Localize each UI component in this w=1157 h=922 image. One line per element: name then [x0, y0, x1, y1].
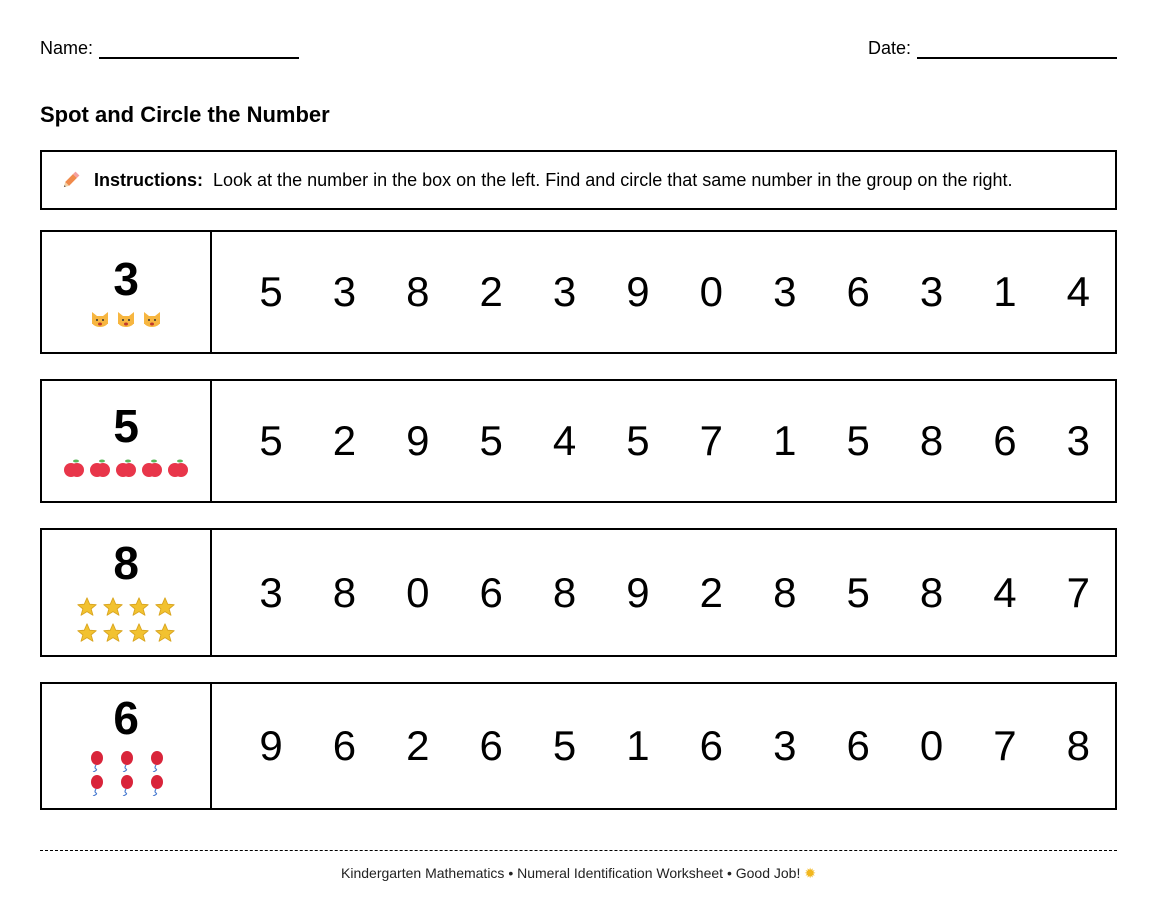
header-row — [40, 38, 1117, 62]
digit-group — [212, 684, 1115, 808]
cat-face-icon — [142, 310, 162, 328]
star-icon — [102, 622, 124, 644]
digit-choice[interactable]: 5 — [626, 417, 650, 464]
digit-choice[interactable]: 0 — [919, 722, 944, 769]
balloon-icon — [87, 750, 105, 772]
page-title: Spot and Circle the Number — [40, 102, 330, 127]
digit-choice[interactable]: 5 — [846, 417, 870, 464]
star-icon — [154, 622, 176, 644]
counter-group — [56, 457, 196, 479]
digit-group — [212, 530, 1115, 655]
digit-choice[interactable]: 3 — [332, 268, 357, 315]
digit-choice[interactable]: 3 — [773, 722, 797, 769]
digit-choice[interactable]: 5 — [552, 722, 577, 769]
digit-choice[interactable]: 0 — [699, 268, 724, 315]
digit-choice[interactable]: 6 — [993, 417, 1017, 464]
target-number: 5 — [113, 400, 139, 452]
instructions-text: Look at the number in the box on the left. Find and circle that same number in the group on the right. — [213, 169, 1013, 190]
footer-divider — [40, 850, 1117, 851]
target-box — [42, 381, 212, 501]
digit-choice[interactable]: 9 — [626, 568, 650, 616]
digit-choice[interactable]: 7 — [699, 417, 724, 464]
balloon-icon — [147, 774, 165, 796]
star-icon — [154, 596, 176, 618]
cat-face-icon — [116, 310, 136, 328]
date-field[interactable] — [868, 38, 1117, 59]
digit-choice[interactable]: 6 — [846, 268, 870, 315]
digit-choice[interactable]: 1 — [626, 722, 650, 769]
star-icon — [128, 596, 150, 618]
digit-group — [212, 232, 1115, 352]
worksheet-row — [40, 528, 1117, 657]
digit-choice[interactable]: 3 — [259, 568, 283, 616]
apple-icon — [89, 457, 111, 479]
target-number: 3 — [113, 253, 139, 305]
date-blank-line[interactable] — [917, 39, 1117, 59]
digit-choice[interactable]: 2 — [406, 722, 430, 769]
name-field[interactable] — [40, 38, 299, 59]
digit-choice[interactable]: 8 — [773, 568, 797, 616]
balloon-icon — [117, 774, 135, 796]
star-icon — [102, 596, 124, 618]
digit-choice[interactable]: 8 — [1066, 722, 1090, 769]
worksheet-row — [40, 682, 1117, 810]
instructions-box — [40, 150, 1117, 210]
name-label: Name: — [40, 38, 94, 58]
sun-icon: ✹ — [804, 865, 816, 881]
digit-choice[interactable]: 8 — [406, 268, 430, 315]
digit-group — [212, 381, 1115, 501]
digit-choice[interactable]: 7 — [993, 722, 1017, 769]
footer — [0, 865, 1157, 882]
digit-choice[interactable]: 2 — [699, 568, 724, 616]
digit-choice[interactable]: 9 — [626, 268, 650, 315]
digit-choice[interactable]: 4 — [993, 568, 1017, 616]
counter-group — [81, 310, 171, 328]
target-box — [42, 684, 212, 808]
digit-choice[interactable]: 0 — [406, 568, 430, 616]
digit-choice[interactable]: 6 — [699, 722, 724, 769]
digit-choice[interactable]: 9 — [406, 417, 430, 464]
pencil-icon — [60, 169, 82, 191]
balloon-icon — [87, 774, 105, 796]
balloon-icon — [117, 750, 135, 772]
apple-icon — [167, 457, 189, 479]
digit-choice[interactable]: 5 — [479, 417, 503, 464]
counter-group — [71, 594, 181, 646]
digit-choice[interactable]: 3 — [1066, 417, 1090, 464]
digit-choice[interactable]: 6 — [332, 722, 357, 769]
digit-choice[interactable]: 6 — [479, 568, 503, 616]
digit-choice[interactable]: 5 — [259, 268, 283, 315]
footer-text: Kindergarten Mathematics • Numeral Identification Worksheet • Good Job! — [341, 865, 801, 881]
name-blank-line[interactable] — [99, 39, 299, 59]
digit-choice[interactable]: 8 — [332, 568, 357, 616]
digit-choice[interactable]: 4 — [552, 417, 577, 464]
digit-choice[interactable]: 1 — [993, 268, 1017, 315]
target-box — [42, 232, 212, 352]
digit-choice[interactable]: 7 — [1066, 568, 1090, 616]
star-icon — [76, 596, 98, 618]
digit-choice[interactable]: 3 — [919, 268, 944, 315]
digit-choice[interactable]: 1 — [773, 417, 797, 464]
digit-choice[interactable]: 9 — [259, 722, 283, 769]
star-icon — [76, 622, 98, 644]
digit-choice[interactable]: 8 — [552, 568, 577, 616]
counter-group — [78, 749, 174, 797]
target-number: 6 — [113, 692, 139, 744]
worksheet-row — [40, 379, 1117, 503]
digit-choice[interactable]: 5 — [846, 568, 870, 616]
digit-choice[interactable]: 6 — [846, 722, 870, 769]
cat-face-icon — [90, 310, 110, 328]
target-number: 8 — [113, 536, 139, 589]
apple-icon — [115, 457, 137, 479]
digit-choice[interactable]: 5 — [259, 417, 283, 464]
digit-choice[interactable]: 4 — [1066, 268, 1090, 315]
apple-icon — [63, 457, 85, 479]
digit-choice[interactable]: 2 — [479, 268, 503, 315]
target-box — [42, 530, 212, 655]
digit-choice[interactable]: 2 — [332, 417, 357, 464]
digit-choice[interactable]: 3 — [773, 268, 797, 315]
digit-choice[interactable]: 3 — [552, 268, 577, 315]
star-icon — [128, 622, 150, 644]
digit-choice[interactable]: 8 — [919, 568, 944, 616]
date-label: Date: — [867, 38, 911, 58]
digit-choice[interactable]: 6 — [479, 722, 503, 769]
worksheet-row — [40, 230, 1117, 354]
apple-icon — [141, 457, 163, 479]
balloon-icon — [147, 750, 165, 772]
instructions-label: Instructions: — [94, 169, 204, 190]
digit-choice[interactable]: 8 — [919, 417, 944, 464]
